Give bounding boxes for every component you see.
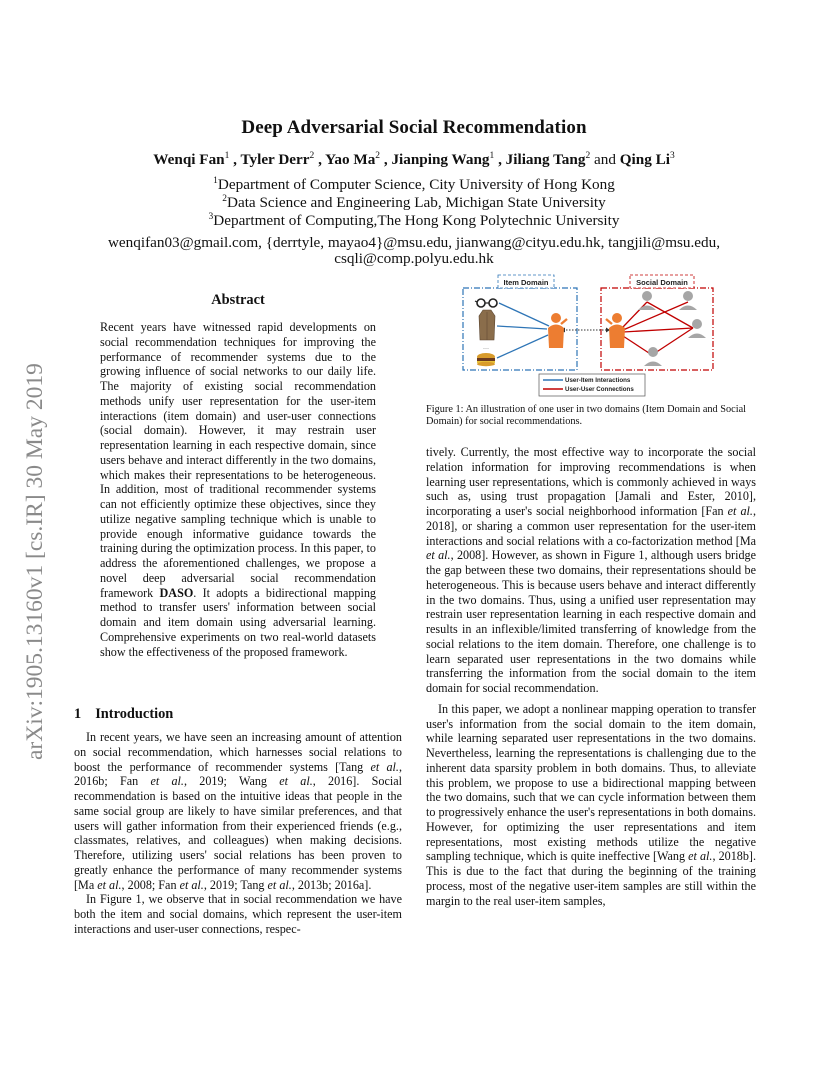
author-name: Wenqi Fan [153, 151, 225, 168]
and-connector: and [593, 151, 616, 168]
friend-icon [638, 291, 656, 310]
author-affiliation-mark: 1 [489, 151, 495, 161]
intro-right-column [426, 445, 756, 908]
author-list: Wenqi Fan$^1$ , Tyler Derr$^2$ , Yao Ma$^2$ , Jianping Wang$^1$ , Jiliang Tang$^2$ and Qing Li$^3$ [153, 151, 675, 168]
author-affiliation-mark: 1 [224, 151, 230, 161]
intro-left-column [74, 730, 402, 937]
author-affiliation-mark: 3 [669, 151, 675, 161]
paragraph: In recent years, we have seen an increasing amount of attention on social recommendation, which harnesses social relations to boost the performance of recommender systems [Tang et al., 2016b; Fan et al., 2019; Wang et al., 2016]. Social recommendation is based on the intuitive ideas that people in the same social group are likely to have similar preferences, and that users will gather information from their experienced friends (e.g., classmates, relatives, and colleagues) when making decisions. Therefore, utilizing users' social relations has been proven to greatly enhance the performance of many recommender systems [Ma et al., 2008; Fan et al., 2019; Tang et al., 2013b; 2016a]. [74, 730, 402, 892]
legend-user-item: User-Item Interactions [565, 377, 631, 384]
section-title: Introduction [95, 706, 174, 722]
coat-icon [479, 310, 495, 340]
social-domain-label: Social Domain [636, 278, 688, 287]
user-item-interaction-lines [497, 303, 549, 358]
abstract-heading: Abstract [211, 292, 265, 308]
paragraph: In this paper, we adopt a nonlinear mapping operation to transfer user's information from the social domain to the item domain, while learning separated user representations in the two domains. Nevertheless, learning the representations is challenging due to the inherent data sparsity problem in both domains. Thus, to alleviate this problem, we propose to use a bidirectional mapping between the two domains, such that we can cycle information between them to progressively enhance the user's representations in both domains. However, for optimizing the user representations and item representations, most existing methods utilize the negative sampling technique, which is quite ineffective [Wang et al., 2018b]. This is due to the fact that during the beginning of the training process, most of the negative user-item samples are still within the margin to the real user-item samples, [426, 701, 757, 908]
abstract-body [100, 320, 376, 659]
friend-icon [679, 291, 697, 310]
legend-user-user: User-User Connections [565, 386, 634, 393]
paper-title: Deep Adversarial Social Recommendation [241, 117, 587, 138]
abstract-text: Recent years have witnessed rapid developments on social recommendation techniques for improving the performance of recommender systems due to the growing influence of social networks to our daily life. The majority of existing social recommendation methods unify user representation for the user-item interactions (item domain) and user-user connections (social domain). However, it may restrain user representation learning in each respective domain, since users behave and interact differently in the two domains, which makes their representations to be heterogeneous. In addition, most of traditional recommender systems can not efficiently optimize these objectives, since they utilize negative sampling technique which is unable to provide enough informative guidance towards the training during the optimization process. In this paper, to address the aforementioned challenges, we propose a novel deep adversarial social recommendation framework [100, 320, 376, 600]
affiliation [0, 212, 828, 230]
item-domain-label: Item Domain [503, 278, 549, 287]
arxiv-identifier: arXiv:1905.13160v1 [cs.IR] 30 May 2019 [22, 363, 48, 760]
author-name: Jianping Wang [391, 151, 490, 168]
affiliation-text: Department of Computing,The Hong Kong Polytechnic University [213, 212, 620, 229]
glasses-icon [475, 299, 497, 307]
author-affiliation-mark: 2 [585, 151, 591, 161]
author-affiliation-mark: 2 [309, 151, 315, 161]
author-name: Yao Ma [325, 151, 376, 168]
affiliation-text: Department of Computer Science, City University of Hong Kong [217, 176, 615, 193]
affiliation-mark: 2 [222, 194, 227, 204]
author-affiliation-mark: 2 [375, 151, 381, 161]
author-name: Qing Li [619, 151, 670, 168]
section-number: 1 [74, 706, 82, 722]
affiliation [0, 176, 828, 194]
ellipsis-icon: … [483, 345, 489, 351]
section-heading [74, 706, 173, 723]
paragraph: tively. Currently, the most effective way to incorporate the social relation information for improving recommendations is when learning user representations, which is commonly achieved in ways such as, using trust propagation [Jamali and Ester, 2010], incorporating a user's social neighborhood information [Fan et al., 2018], or sharing a common user representation for the user-item interactions and social relations with a co-factorization method [Ma et al., 2008]. However, as shown in Figure 1, although users bridge the gap between these two domains, their representations should be heterogeneous. This is because users behave and interact differently in the two domains. Thus, using a unified user representation may restrain user representation learning in each respective domain and results in an inflexible/limited transferring of knowledge from the social relations to the item domain. Therefore, one challenge is to learn separated user representations in the two domains while transferring the information from the social domain to the item domain for social recommendation. [426, 445, 756, 695]
affiliation-mark: 1 [213, 176, 218, 186]
framework-name: DASO [159, 585, 194, 600]
figure-1 [453, 272, 723, 398]
author-emails: wenqifan03@gmail.com, {derrtyle, mayao4}@msu.edu, jianwang@cityu.edu.hk, tangjili@msu.edu, [107, 234, 721, 251]
affiliation-text: Data Science and Engineering Lab, Michigan State University [227, 194, 606, 211]
author-emails: csqli@comp.polyu.edu.hk [334, 250, 494, 267]
burger-icon [477, 353, 495, 366]
paragraph: In Figure 1, we observe that in social recommendation we have both the item and social domains, which represent the user-item interactions and user-user connections, respec- [74, 892, 402, 936]
affiliation-mark: 3 [208, 212, 214, 222]
figure-caption: Figure 1: An illustration of one user in two domains (Item Domain and Social Domain) for social recommendations. [426, 404, 747, 428]
affiliation [0, 194, 828, 212]
author-name: Jiliang Tang [505, 151, 586, 168]
author-name: Tyler Derr [240, 151, 310, 168]
abstract-text: . It adopts a bidirectional mapping method to transfer users' information between social domain and item domain using adversarial learning. Comprehensive experiments on two real-world datasets show the effectiveness of the proposed framework. [100, 585, 376, 659]
